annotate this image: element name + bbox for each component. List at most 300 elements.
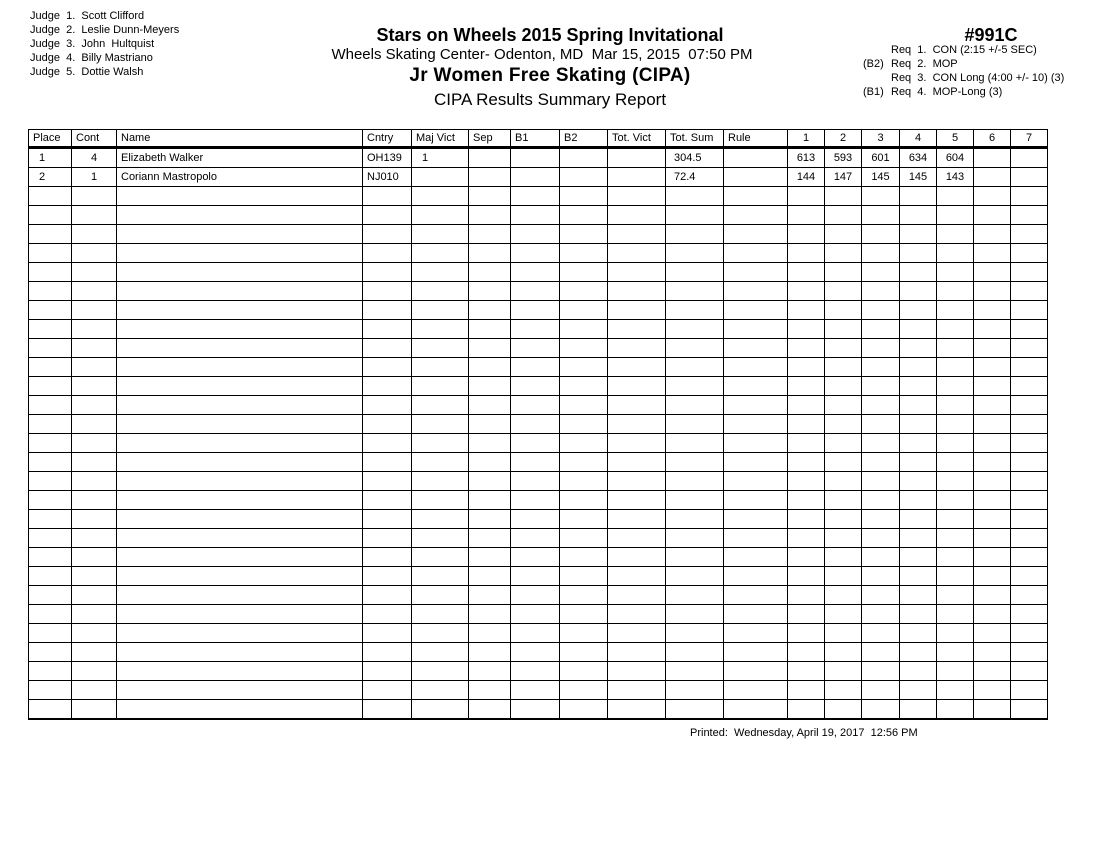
cell-empty	[72, 187, 117, 206]
cell-empty	[72, 567, 117, 586]
cell-empty	[937, 206, 974, 225]
cell-empty	[666, 510, 724, 529]
cell-empty	[825, 681, 862, 700]
cell-empty	[724, 586, 788, 605]
cell-empty	[974, 225, 1011, 244]
cell-empty	[862, 529, 900, 548]
cell-empty	[469, 529, 511, 548]
cell-empty	[363, 225, 412, 244]
cell-empty	[666, 453, 724, 472]
cell-empty	[608, 339, 666, 358]
col-header-judge-2: 2	[825, 130, 862, 148]
cell-empty	[29, 453, 72, 472]
cell-empty	[363, 567, 412, 586]
cell-empty	[862, 301, 900, 320]
cell-judge-1: 613	[788, 148, 825, 168]
cell-empty	[469, 206, 511, 225]
cell-empty	[511, 282, 560, 301]
table-row-empty	[29, 586, 1048, 605]
cell-empty	[788, 662, 825, 681]
cell-empty	[469, 510, 511, 529]
cell-empty	[974, 415, 1011, 434]
requirements-list	[863, 43, 1090, 99]
cell-empty	[511, 700, 560, 720]
cell-empty	[974, 567, 1011, 586]
cell-empty	[900, 282, 937, 301]
cell-empty	[412, 263, 469, 282]
cell-empty	[117, 320, 363, 339]
cell-empty	[72, 282, 117, 301]
cell-empty	[412, 377, 469, 396]
cell-empty	[72, 301, 117, 320]
cell-empty	[666, 643, 724, 662]
cell-empty	[862, 681, 900, 700]
cell-empty	[412, 624, 469, 643]
cell-empty	[900, 263, 937, 282]
cell-empty	[724, 187, 788, 206]
cell-empty	[825, 586, 862, 605]
cell-empty	[363, 548, 412, 567]
cell-empty	[560, 472, 608, 491]
cell-empty	[666, 662, 724, 681]
cell-empty	[900, 567, 937, 586]
cell-empty	[1011, 624, 1048, 643]
cell-empty	[937, 605, 974, 624]
cell-empty	[937, 567, 974, 586]
cell-empty	[724, 206, 788, 225]
cell-empty	[900, 396, 937, 415]
cell-empty	[724, 320, 788, 339]
cell-empty	[788, 396, 825, 415]
cell-empty	[469, 339, 511, 358]
cell-empty	[788, 681, 825, 700]
cell-empty	[825, 396, 862, 415]
cell-empty	[363, 491, 412, 510]
report-header	[300, 24, 800, 111]
cell-empty	[511, 472, 560, 491]
cell-empty	[862, 548, 900, 567]
cell-empty	[862, 396, 900, 415]
table-row-empty	[29, 396, 1048, 415]
cell-empty	[72, 225, 117, 244]
cell-empty	[511, 586, 560, 605]
cell-empty	[117, 263, 363, 282]
cell-empty	[29, 282, 72, 301]
cell-empty	[937, 377, 974, 396]
cell-empty	[511, 662, 560, 681]
cell-empty	[666, 529, 724, 548]
cell-empty	[862, 491, 900, 510]
cell-empty	[117, 624, 363, 643]
cell-empty	[724, 643, 788, 662]
cell-empty	[937, 624, 974, 643]
cell-empty	[724, 396, 788, 415]
cell-empty	[825, 301, 862, 320]
cell-empty	[1011, 643, 1048, 662]
col-header-judge-3: 3	[862, 130, 900, 148]
table-row-empty	[29, 415, 1048, 434]
cell-empty	[862, 453, 900, 472]
table-row-empty	[29, 491, 1048, 510]
table-row-empty	[29, 434, 1048, 453]
cell-empty	[608, 434, 666, 453]
cell-empty	[29, 586, 72, 605]
cell-empty	[724, 282, 788, 301]
cell-empty	[511, 244, 560, 263]
cell-empty	[1011, 396, 1048, 415]
cell-empty	[608, 263, 666, 282]
cell-empty	[608, 396, 666, 415]
col-header-b2: B2	[560, 130, 608, 148]
cell-empty	[724, 624, 788, 643]
cell-empty	[608, 567, 666, 586]
cell-empty	[560, 491, 608, 510]
cell-empty	[412, 206, 469, 225]
cell-empty	[862, 510, 900, 529]
cell-empty	[363, 396, 412, 415]
cell-empty	[511, 187, 560, 206]
cell-empty	[825, 491, 862, 510]
cell-empty	[666, 206, 724, 225]
col-header-name: Name	[117, 130, 363, 148]
cell-empty	[29, 624, 72, 643]
cell-empty	[608, 377, 666, 396]
cell-empty	[72, 605, 117, 624]
division-title: Jr Women Free Skating (CIPA)	[409, 65, 691, 86]
table-row-empty	[29, 624, 1048, 643]
cell-empty	[117, 605, 363, 624]
cell-empty	[560, 529, 608, 548]
cell-empty	[788, 320, 825, 339]
table-row-empty	[29, 529, 1048, 548]
cell-empty	[937, 225, 974, 244]
cell-empty	[29, 548, 72, 567]
cell-empty	[666, 263, 724, 282]
cell-name: Elizabeth Walker	[117, 148, 363, 168]
cell-empty	[511, 320, 560, 339]
cell-empty	[560, 187, 608, 206]
cell-empty	[560, 301, 608, 320]
cell-empty	[1011, 453, 1048, 472]
cell-empty	[825, 358, 862, 377]
cell-empty	[72, 681, 117, 700]
cell-judge-3: 601	[862, 148, 900, 168]
cell-empty	[29, 187, 72, 206]
cell-empty	[469, 643, 511, 662]
event-code: #991C	[964, 25, 1018, 45]
cell-empty	[608, 453, 666, 472]
cell-empty	[825, 282, 862, 301]
cell-empty	[1011, 681, 1048, 700]
cell-empty	[937, 187, 974, 206]
cell-empty	[937, 548, 974, 567]
cell-empty	[974, 263, 1011, 282]
cell-empty	[412, 358, 469, 377]
cell-empty	[937, 643, 974, 662]
table-row-empty	[29, 453, 1048, 472]
cell-empty	[974, 662, 1011, 681]
cell-empty	[825, 472, 862, 491]
cell-empty	[724, 567, 788, 586]
cell-empty	[560, 415, 608, 434]
cell-empty	[900, 377, 937, 396]
cell-empty	[788, 472, 825, 491]
cell-empty	[363, 263, 412, 282]
cell-empty	[666, 472, 724, 491]
cell-judge-2: 147	[825, 168, 862, 187]
cell-empty	[900, 662, 937, 681]
cell-empty	[788, 225, 825, 244]
cell-empty	[560, 681, 608, 700]
cell-empty	[1011, 548, 1048, 567]
col-header-judge-5: 5	[937, 130, 974, 148]
cell-empty	[974, 624, 1011, 643]
cell-maj-vict: 1	[412, 148, 469, 168]
requirement-line: (B1) Req 4. MOP-Long (3)	[863, 86, 1003, 98]
cell-empty	[117, 282, 363, 301]
col-header-tot-vict: Tot. Vict	[608, 130, 666, 148]
judge-line: Judge 1. Scott Clifford	[30, 10, 145, 22]
cell-empty	[608, 510, 666, 529]
cell-empty	[666, 339, 724, 358]
cell-empty	[937, 339, 974, 358]
cell-cont: 1	[72, 168, 117, 187]
cell-empty	[412, 244, 469, 263]
judge-line: Judge 2. Leslie Dunn-Meyers	[30, 24, 180, 36]
col-header-judge-7: 7	[1011, 130, 1048, 148]
cell-empty	[363, 586, 412, 605]
col-header-judge-4: 4	[900, 130, 937, 148]
cell-empty	[724, 491, 788, 510]
cell-empty	[937, 396, 974, 415]
cell-empty	[666, 586, 724, 605]
cell-empty	[412, 396, 469, 415]
cell-empty	[1011, 339, 1048, 358]
cell-empty	[862, 472, 900, 491]
cell-empty	[117, 567, 363, 586]
cell-empty	[724, 681, 788, 700]
cell-empty	[363, 605, 412, 624]
table-row-empty	[29, 187, 1048, 206]
cell-empty	[608, 225, 666, 244]
cell-empty	[862, 567, 900, 586]
cell-empty	[1011, 510, 1048, 529]
cell-empty	[29, 358, 72, 377]
cell-empty	[974, 377, 1011, 396]
cell-empty	[117, 662, 363, 681]
cell-empty	[117, 301, 363, 320]
cell-empty	[666, 225, 724, 244]
cell-empty	[937, 282, 974, 301]
cell-empty	[666, 301, 724, 320]
cell-empty	[724, 434, 788, 453]
cell-empty	[72, 529, 117, 548]
cell-empty	[412, 643, 469, 662]
cell-empty	[117, 700, 363, 720]
venue-line: Wheels Skating Center- Odenton, MD Mar 15, 2015 07:50 PM	[331, 46, 753, 63]
cell-empty	[788, 548, 825, 567]
cell-judge-2: 593	[825, 148, 862, 168]
cell-empty	[666, 358, 724, 377]
cell-empty	[511, 529, 560, 548]
table-row-empty	[29, 263, 1048, 282]
cell-empty	[412, 282, 469, 301]
cell-empty	[862, 434, 900, 453]
cell-empty	[29, 434, 72, 453]
cell-empty	[1011, 225, 1048, 244]
cell-empty	[900, 244, 937, 263]
cell-empty	[937, 244, 974, 263]
cell-empty	[412, 187, 469, 206]
cell-empty	[469, 301, 511, 320]
cell-empty	[469, 225, 511, 244]
cell-empty	[608, 491, 666, 510]
cell-empty	[608, 472, 666, 491]
cell-empty	[900, 187, 937, 206]
cell-empty	[117, 206, 363, 225]
event-info	[860, 24, 1090, 99]
cell-empty	[363, 472, 412, 491]
cell-empty	[363, 700, 412, 720]
cell-empty	[862, 624, 900, 643]
cell-empty	[412, 529, 469, 548]
cell-empty	[608, 700, 666, 720]
cell-empty	[469, 396, 511, 415]
judge-line: Judge 5. Dottie Walsh	[30, 66, 144, 78]
cell-empty	[937, 586, 974, 605]
judge-line: Judge 4. Billy Mastriano	[30, 52, 153, 64]
cell-empty	[788, 529, 825, 548]
cell-empty	[608, 548, 666, 567]
cell-empty	[117, 643, 363, 662]
cell-judge-4: 145	[900, 168, 937, 187]
cell-empty	[469, 377, 511, 396]
cell-empty	[72, 491, 117, 510]
cell-empty	[469, 415, 511, 434]
cell-empty	[900, 358, 937, 377]
cell-empty	[412, 339, 469, 358]
cell-empty	[29, 681, 72, 700]
cell-empty	[666, 320, 724, 339]
cell-empty	[1011, 491, 1048, 510]
cell-b2	[560, 168, 608, 187]
cell-empty	[974, 434, 1011, 453]
cell-empty	[862, 206, 900, 225]
cell-empty	[974, 472, 1011, 491]
cell-empty	[900, 700, 937, 720]
cell-empty	[862, 358, 900, 377]
cell-empty	[412, 453, 469, 472]
table-row-empty	[29, 206, 1048, 225]
cell-empty	[788, 206, 825, 225]
cell-empty	[608, 320, 666, 339]
cell-empty	[724, 301, 788, 320]
cell-empty	[608, 282, 666, 301]
requirement-line: Req 1. CON (2:15 +/-5 SEC)	[891, 44, 1037, 56]
cell-empty	[117, 548, 363, 567]
cell-empty	[363, 624, 412, 643]
cell-empty	[974, 510, 1011, 529]
cell-empty	[29, 605, 72, 624]
cell-empty	[363, 415, 412, 434]
cell-empty	[900, 510, 937, 529]
cell-empty	[29, 662, 72, 681]
cell-empty	[825, 225, 862, 244]
cell-empty	[1011, 700, 1048, 720]
cell-empty	[900, 491, 937, 510]
cell-empty	[788, 453, 825, 472]
table-row-empty	[29, 472, 1048, 491]
cell-empty	[412, 301, 469, 320]
cell-empty	[724, 548, 788, 567]
cell-empty	[788, 586, 825, 605]
cell-empty	[666, 548, 724, 567]
cell-empty	[825, 529, 862, 548]
cell-empty	[29, 263, 72, 282]
cell-empty	[862, 643, 900, 662]
cell-empty	[937, 662, 974, 681]
cell-empty	[363, 377, 412, 396]
cell-empty	[937, 358, 974, 377]
cell-empty	[666, 700, 724, 720]
cell-empty	[724, 605, 788, 624]
cell-empty	[469, 548, 511, 567]
cell-empty	[1011, 586, 1048, 605]
cell-empty	[363, 510, 412, 529]
cell-empty	[788, 491, 825, 510]
cell-empty	[511, 567, 560, 586]
cell-empty	[363, 358, 412, 377]
cell-empty	[724, 225, 788, 244]
cell-tot-sum: 304.5	[666, 148, 724, 168]
cell-empty	[412, 681, 469, 700]
cell-empty	[900, 301, 937, 320]
cell-judge-5: 604	[937, 148, 974, 168]
cell-empty	[862, 662, 900, 681]
cell-empty	[560, 643, 608, 662]
cell-empty	[825, 700, 862, 720]
cell-empty	[1011, 358, 1048, 377]
cell-empty	[511, 339, 560, 358]
cell-empty	[724, 700, 788, 720]
cell-name: Coriann Mastropolo	[117, 168, 363, 187]
cell-empty	[1011, 282, 1048, 301]
cell-empty	[825, 567, 862, 586]
cell-empty	[825, 187, 862, 206]
cell-empty	[788, 434, 825, 453]
cell-empty	[29, 643, 72, 662]
cell-empty	[900, 434, 937, 453]
cell-empty	[511, 491, 560, 510]
cell-empty	[511, 301, 560, 320]
cell-judge-7	[1011, 148, 1048, 168]
cell-empty	[469, 263, 511, 282]
cell-empty	[117, 434, 363, 453]
cell-empty	[900, 415, 937, 434]
cell-empty	[117, 415, 363, 434]
cell-empty	[666, 396, 724, 415]
cell-judge-6	[974, 148, 1011, 168]
cell-cntry: OH139	[363, 148, 412, 168]
cell-empty	[412, 320, 469, 339]
cell-empty	[724, 510, 788, 529]
table-row-empty	[29, 700, 1048, 720]
cell-empty	[363, 453, 412, 472]
cell-empty	[974, 453, 1011, 472]
cell-empty	[29, 206, 72, 225]
cell-empty	[560, 624, 608, 643]
cell-empty	[974, 643, 1011, 662]
